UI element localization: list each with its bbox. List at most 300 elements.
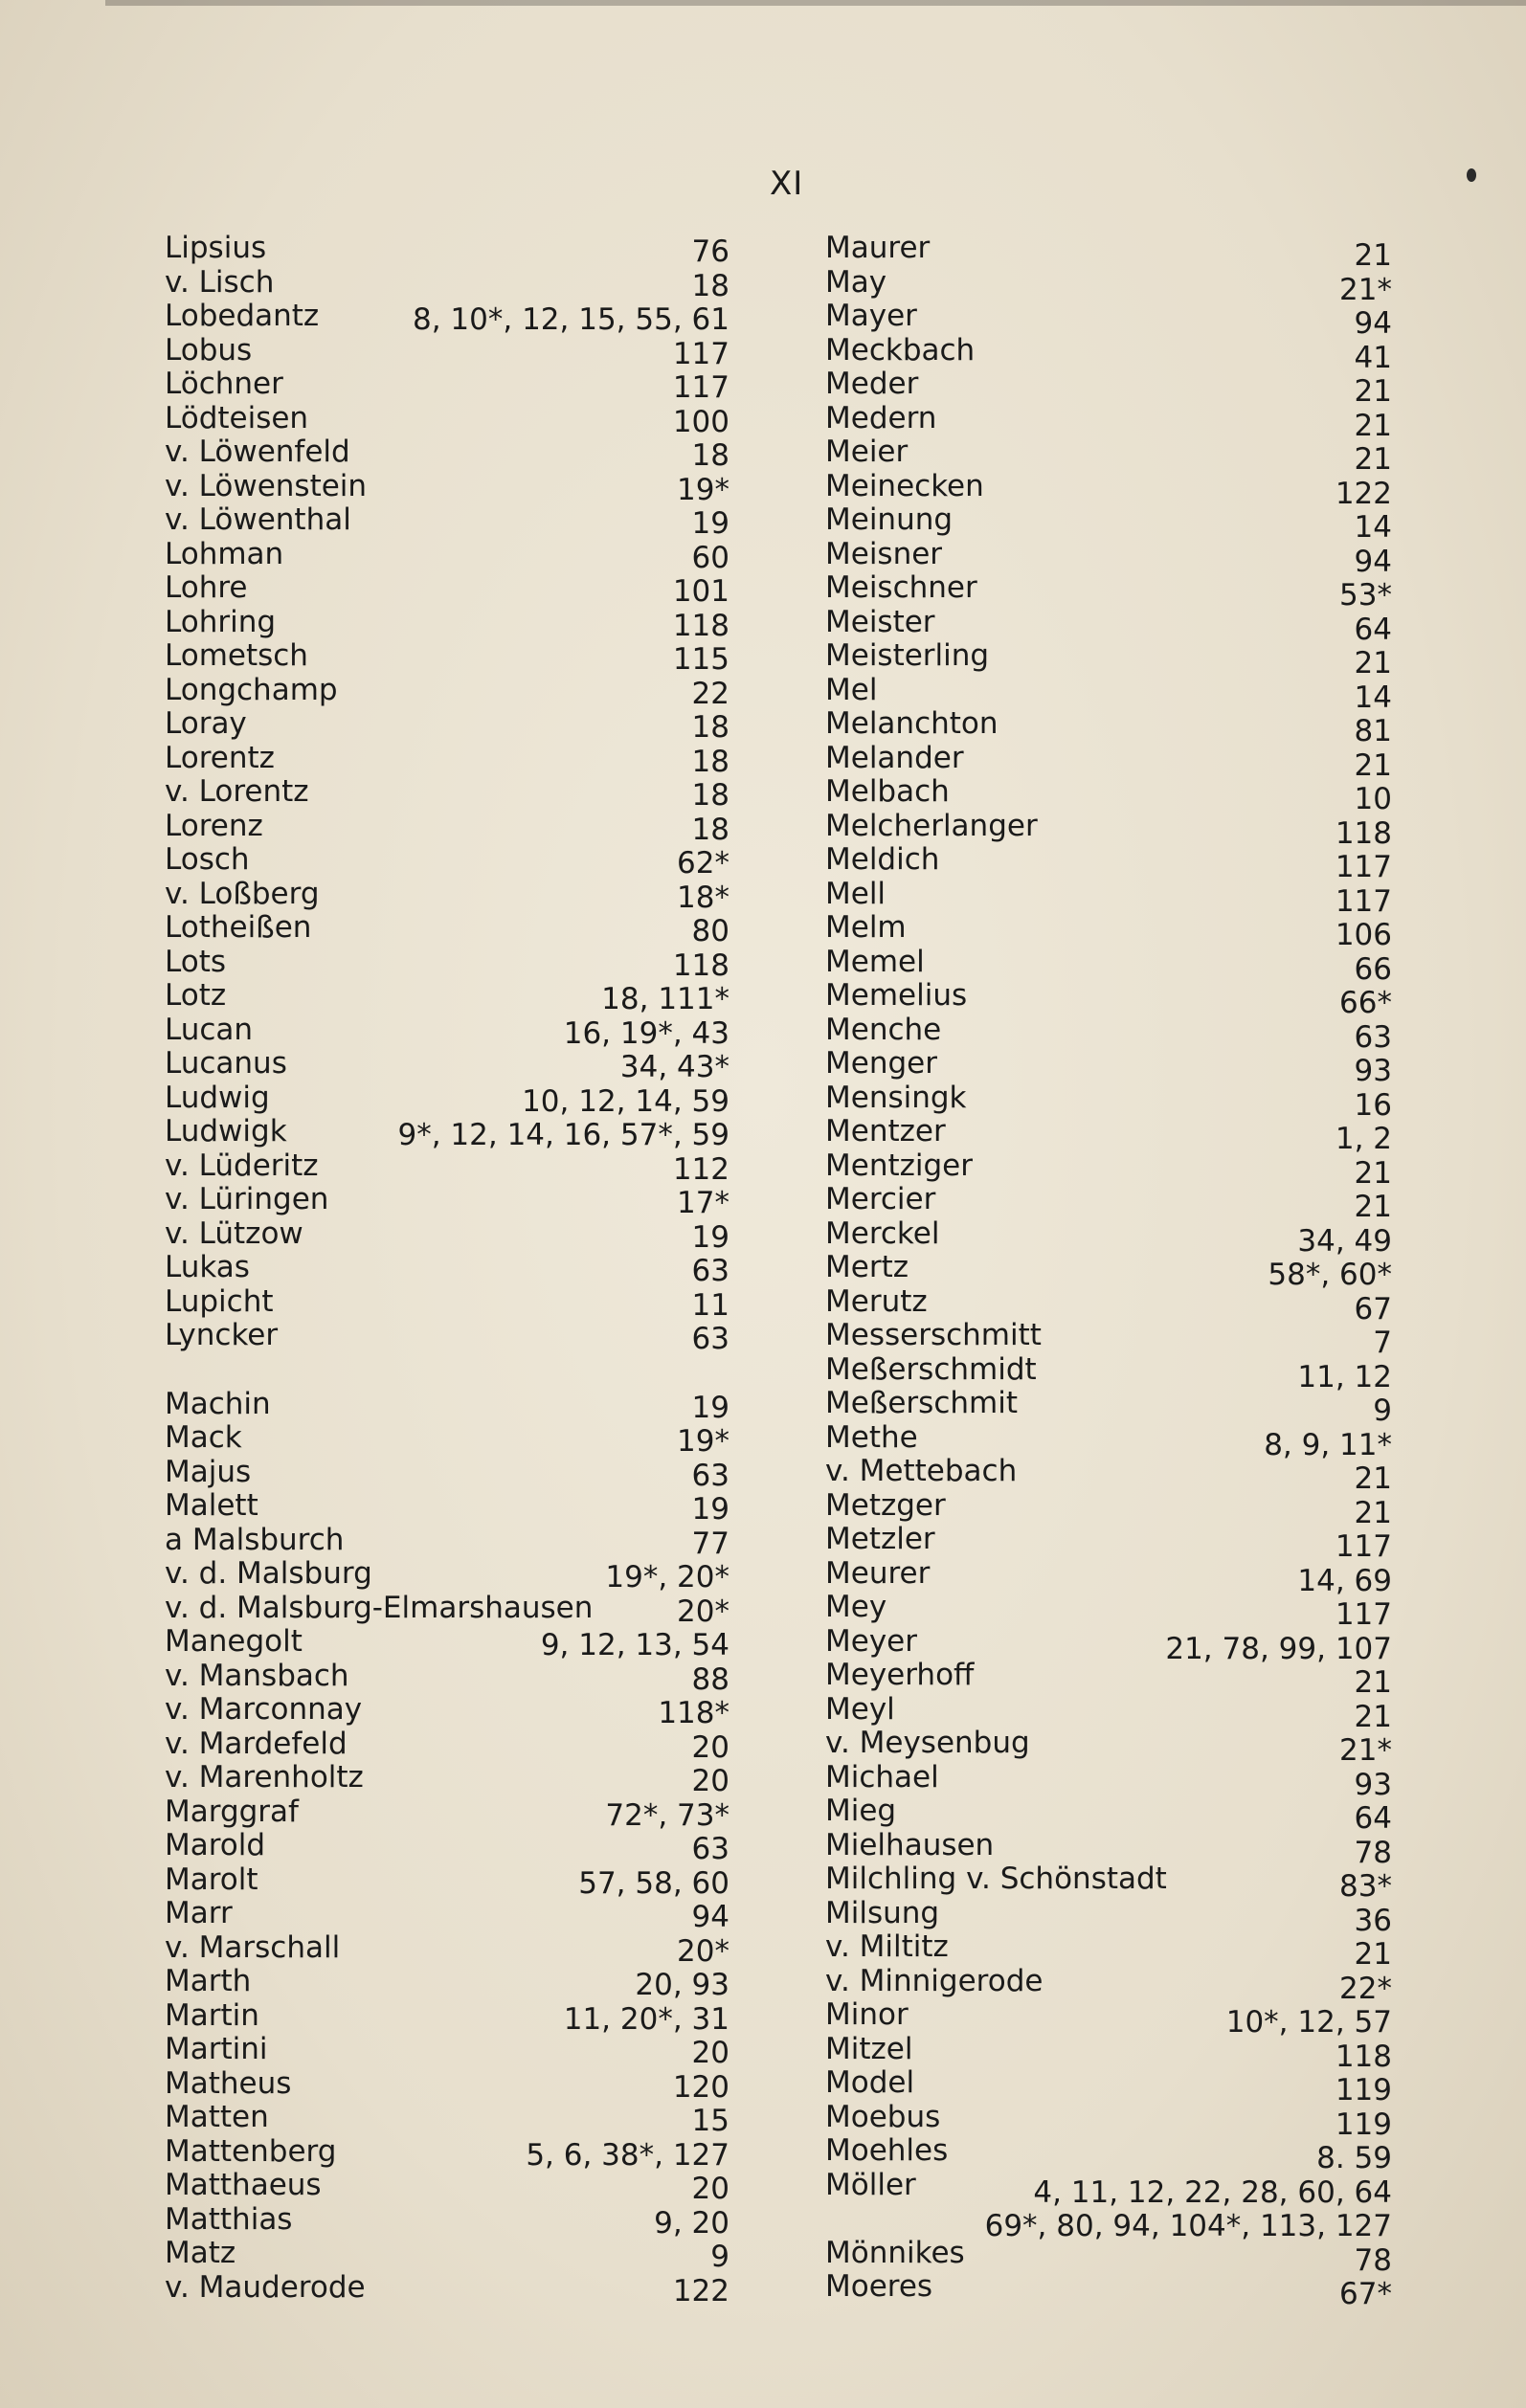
entry-pages: 21, 78, 99, 107: [1165, 1631, 1392, 1666]
index-entry: [165, 706, 729, 745]
entry-name: Lohman: [165, 536, 284, 571]
ink-speck: [1467, 168, 1476, 182]
index-entry: [825, 1487, 1392, 1530]
index-entry: [165, 1828, 729, 1866]
index-entry: [825, 536, 1392, 579]
entry-name: Lorentz: [165, 740, 275, 775]
entry-name: Lotheißen: [165, 910, 312, 945]
index-entry: [165, 1182, 729, 1220]
entry-pages: 9: [710, 2240, 729, 2274]
entry-pages: 18: [691, 268, 729, 303]
index-entry: [825, 2099, 1392, 2142]
index-entry: [825, 978, 1392, 1020]
entry-name: Losch: [165, 842, 250, 877]
entry-name: Majus: [165, 1454, 252, 1489]
entry-name: Moehles: [825, 2133, 949, 2168]
entry-pages: 21: [1354, 408, 1392, 443]
entry-name: Matthaeus: [165, 2168, 322, 2202]
entry-name: Lucan: [165, 1012, 254, 1047]
entry-pages: 19: [691, 1492, 729, 1527]
index-entry: [825, 367, 1392, 409]
entry-name: Model: [825, 2065, 915, 2100]
entry-name: Matz: [165, 2236, 236, 2270]
entry-name: Meister: [825, 604, 935, 639]
index-entry: [825, 1522, 1392, 1564]
index-entry: [165, 604, 729, 643]
entry-name: Marold: [165, 1828, 266, 1862]
entry-name: Lohring: [165, 604, 277, 639]
entry-name: Mey: [825, 1590, 887, 1624]
entry-name: v. Löwenfeld: [165, 435, 350, 469]
entry-pages: 94: [1354, 306, 1392, 341]
entry-pages: 21: [1354, 1155, 1392, 1191]
index-entry: [825, 2167, 1392, 2210]
index-entry: [825, 1929, 1392, 1972]
index-entry: [165, 2100, 729, 2138]
index-entry: [165, 435, 729, 473]
entry-name: Lobedantz: [165, 299, 320, 333]
entry-pages: 119: [1335, 2073, 1392, 2107]
entry-pages: 21: [1354, 1937, 1392, 1972]
index-entry: [165, 1862, 729, 1901]
entry-pages: 22: [691, 676, 729, 711]
entry-pages: 117: [1335, 850, 1392, 884]
entry-pages: 117: [672, 370, 729, 405]
index-entry: [165, 1726, 729, 1765]
index-entry: [825, 1691, 1392, 1734]
entry-name: Malett: [165, 1488, 258, 1523]
entry-pages: 64: [1354, 1801, 1392, 1836]
entry-pages: 120: [672, 2069, 729, 2105]
entry-pages: 93: [1354, 1767, 1392, 1802]
index-entry: [165, 1896, 729, 1934]
entry-name: May: [825, 264, 887, 300]
index-entry: [165, 332, 729, 371]
entry-pages: 10: [1354, 782, 1392, 816]
index-entry: [825, 808, 1392, 851]
index-entry: [165, 1964, 729, 2002]
index-entry: [825, 2031, 1392, 2074]
entry-pages: 21: [1354, 1699, 1392, 1734]
entry-pages: 93: [1354, 1054, 1392, 1088]
index-entry: [165, 2201, 729, 2241]
entry-pages: 20: [691, 2172, 729, 2206]
entry-name: Meinecken: [825, 468, 984, 503]
entry-name: Mitzel: [825, 2031, 913, 2066]
index-entry: [165, 672, 729, 711]
index-entry: [165, 570, 729, 609]
index-entry: [165, 1283, 729, 1323]
index-entry: [825, 1318, 1392, 1360]
entry-pages: 21*: [1339, 272, 1392, 307]
page-number: XI: [770, 165, 804, 203]
entry-name: v. d. Malsburg-Elmarshausen: [165, 1590, 594, 1625]
entry-name: Lyncker: [165, 1318, 279, 1352]
entry-name: Meier: [825, 435, 909, 469]
entry-name: Lucanus: [165, 1046, 287, 1081]
index-entry: [165, 638, 729, 677]
index-entry: [825, 1283, 1392, 1327]
entry-pages: 14: [1354, 680, 1392, 715]
entry-name: v. Mettebach: [825, 1454, 1018, 1488]
entry-name: Machin: [165, 1386, 271, 1421]
index-entry: [825, 1658, 1392, 1700]
entry-pages: 7: [1373, 1326, 1392, 1360]
index-entry: [165, 468, 729, 507]
entry-pages: 58*, 60*: [1268, 1258, 1392, 1292]
entry-pages: 17*: [677, 1186, 729, 1220]
index-entry: [825, 1862, 1392, 1904]
entry-pages: 8. 59: [1316, 2141, 1392, 2175]
index-entry: [165, 1794, 729, 1833]
entry-name: v. Löwenthal: [165, 502, 351, 537]
entry-pages: 62*: [677, 846, 729, 881]
entry-name: Matheus: [165, 2065, 292, 2101]
entry-pages: 21: [1354, 374, 1392, 409]
entry-pages: 77: [691, 1526, 729, 1561]
index-entry: [165, 876, 729, 915]
entry-name: Matten: [165, 2100, 269, 2134]
entry-pages: 11: [691, 1287, 729, 1323]
entry-name: Moeres: [825, 2269, 933, 2304]
index-entry: [165, 231, 729, 269]
index-entry: [165, 1658, 729, 1697]
index-entry: [165, 740, 729, 779]
entry-name: Mayer: [825, 299, 917, 333]
entry-name: Loray: [165, 706, 247, 741]
entry-name: Meyerhoff: [825, 1658, 975, 1692]
entry-name: v. Lüringen: [165, 1182, 329, 1216]
index-entry: [165, 1454, 729, 1493]
entry-name: Meisterling: [825, 638, 990, 673]
entry-name: v. Lorentz: [165, 774, 309, 809]
section-gap: [165, 1353, 729, 1388]
entry-pages: 1, 2: [1335, 1122, 1392, 1156]
index-entry: [825, 1794, 1392, 1836]
entry-pages: 19: [691, 1219, 729, 1255]
index-entry: [165, 1522, 729, 1561]
index-entry: [165, 808, 729, 847]
entry-name: Matthias: [165, 2201, 293, 2237]
entry-name: Meinung: [825, 502, 954, 537]
entry-pages: 19: [691, 1390, 729, 1425]
entry-name: Lupicht: [165, 1283, 274, 1319]
entry-pages: 19: [691, 506, 729, 541]
entry-name: Merckel: [825, 1215, 940, 1251]
entry-name: v. Marenholtz: [165, 1760, 364, 1795]
entry-name: Mercier: [825, 1182, 936, 1216]
entry-pages: 21: [1354, 1495, 1392, 1530]
entry-pages: 21: [1354, 1665, 1392, 1700]
index-entry: [825, 1454, 1392, 1496]
index-entry: [825, 1726, 1392, 1768]
entry-pages: 69*, 80, 94, 104*, 113, 127: [984, 2209, 1392, 2243]
entry-name: Marolt: [165, 1862, 258, 1897]
index-entry: [825, 570, 1392, 613]
entry-name: v. Miltitz: [825, 1929, 949, 1964]
entry-pages: 20: [691, 1729, 729, 1765]
entry-pages: 11, 12: [1297, 1359, 1392, 1394]
index-entry: [825, 502, 1392, 545]
entry-name: Marr: [165, 1896, 233, 1930]
index-entry: [165, 367, 729, 405]
entry-name: Lukas: [165, 1250, 250, 1284]
index-entry: [825, 672, 1392, 715]
entry-name: Medern: [825, 400, 937, 435]
index-entry: [825, 400, 1392, 443]
index-entry: [165, 944, 729, 983]
entry-name: Ludwig: [165, 1080, 270, 1115]
entry-pages: 36: [1354, 1903, 1392, 1938]
index-entry: [825, 1590, 1392, 1632]
entry-pages: 8, 10*, 12, 15, 55, 61: [413, 302, 729, 337]
index-entry: [825, 435, 1392, 477]
index-entry: [165, 502, 729, 541]
entry-pages: 20*: [677, 1594, 729, 1629]
index-entry: [165, 2236, 729, 2274]
entry-name: Martin: [165, 1997, 259, 2033]
entry-pages: 18: [691, 438, 729, 473]
index-entry: [825, 876, 1392, 919]
entry-pages: 118*: [658, 1696, 729, 1730]
index-entry: [165, 1318, 729, 1356]
entry-name: Mattenberg: [165, 2133, 337, 2169]
entry-name: Melander: [825, 740, 964, 775]
index-entry: [165, 1148, 729, 1187]
entry-name: Mertz: [825, 1250, 909, 1284]
index-entry: [825, 1250, 1392, 1292]
index-entry: [825, 740, 1392, 783]
index-entry: [825, 1419, 1392, 1462]
entry-name: Ludwigk: [165, 1114, 287, 1148]
index-entry: [825, 1963, 1392, 2006]
index-entry: [825, 638, 1392, 680]
entry-name: Meyer: [825, 1623, 917, 1659]
entry-name: Moebus: [825, 2099, 941, 2134]
entry-name: Meder: [825, 367, 919, 401]
entry-name: Manegolt: [165, 1624, 303, 1659]
entry-name: v. Lüderitz: [165, 1148, 319, 1183]
entry-pages: 119: [1335, 2107, 1392, 2142]
index-entry: [165, 2271, 729, 2306]
index-entry: [165, 400, 729, 439]
entry-pages: 14: [1354, 510, 1392, 545]
entry-pages: 4, 11, 12, 22, 28, 60, 64: [1033, 2174, 1392, 2210]
entry-pages: 11, 20*, 31: [563, 2001, 729, 2037]
entry-pages: 78: [1354, 1835, 1392, 1870]
index-entry: [825, 774, 1392, 816]
entry-name: Mielhausen: [825, 1827, 995, 1862]
entry-name: Lödteisen: [165, 400, 309, 435]
entry-pages: 20: [691, 2036, 729, 2070]
entry-pages: 53*: [1339, 578, 1392, 613]
entry-pages: 21: [1354, 442, 1392, 477]
index-entry: [165, 1693, 729, 1728]
index-entry: [825, 1759, 1392, 1802]
index-entry: [165, 1760, 729, 1798]
entry-pages: 101: [672, 574, 729, 609]
entry-pages: 21: [1354, 1190, 1392, 1224]
index-entry: [825, 231, 1392, 273]
entry-name: v. Loßberg: [165, 876, 320, 911]
entry-pages: 64: [1354, 612, 1392, 647]
index-entry: [825, 332, 1392, 375]
entry-pages: 57, 58, 60: [578, 1865, 729, 1901]
entry-name: Melanchton: [825, 706, 999, 741]
entry-pages: 106: [1335, 918, 1392, 952]
index-entry: [165, 1114, 729, 1152]
index-entry: [825, 1555, 1392, 1598]
entry-pages: 9, 20: [654, 2205, 729, 2241]
entry-pages: 34, 43*: [619, 1050, 729, 1084]
entry-pages: 117: [1335, 1597, 1392, 1632]
entry-pages: 18: [691, 778, 729, 813]
entry-name: Mentzer: [825, 1114, 946, 1148]
entry-name: Memelius: [825, 978, 968, 1013]
entry-name: Mieg: [825, 1794, 897, 1828]
index-entry: [825, 2269, 1392, 2311]
entry-pages: 9*, 12, 14, 16, 57*, 59: [397, 1118, 729, 1152]
entry-name: Marth: [165, 1964, 252, 1998]
index-entry: [825, 910, 1392, 952]
index-entry: [165, 1080, 729, 1119]
entry-name: Metzler: [825, 1522, 935, 1556]
index-entry: [165, 1929, 729, 1969]
index-entry: [165, 536, 729, 575]
index-entry: [165, 1386, 729, 1425]
entry-name: Metzger: [825, 1487, 946, 1523]
entry-pages: 67*: [1339, 2277, 1392, 2311]
entry-pages: 63: [691, 1254, 729, 1288]
index-column-left: [165, 231, 729, 2308]
entry-name: Mensingk: [825, 1080, 967, 1115]
entry-pages: 8, 9, 11*: [1264, 1427, 1392, 1462]
index-entry: [825, 1114, 1392, 1156]
entry-pages: 22*: [1339, 1971, 1392, 2006]
entry-name: Longchamp: [165, 672, 338, 707]
entry-pages: 67: [1354, 1291, 1392, 1327]
index-entry: [825, 2133, 1392, 2175]
entry-name: Meckbach: [825, 332, 976, 368]
entry-pages: 72*, 73*: [605, 1797, 729, 1833]
index-column-right: [825, 231, 1392, 2311]
entry-pages: 34, 49: [1297, 1223, 1392, 1259]
index-entry: [165, 266, 729, 301]
index-entry: [165, 1250, 729, 1288]
index-entry: [165, 1420, 729, 1459]
entry-name: Minor: [825, 1997, 909, 2032]
index-entry: [165, 1012, 729, 1051]
entry-pages: 21: [1354, 238, 1392, 273]
entry-pages: 9, 12, 13, 54: [540, 1628, 729, 1662]
index-entry: [165, 842, 729, 881]
entry-name: Menche: [825, 1012, 942, 1047]
entry-name: Mentziger: [825, 1148, 974, 1183]
index-entry: [825, 1215, 1392, 1259]
index-entry: [825, 2202, 1392, 2243]
entry-pages: 118: [1335, 2039, 1392, 2074]
entry-name: Meischner: [825, 570, 977, 605]
entry-pages: 117: [672, 336, 729, 371]
entry-pages: 83*: [1339, 1869, 1392, 1904]
entry-pages: 88: [691, 1661, 729, 1697]
entry-name: Möller: [825, 2167, 916, 2202]
entry-name: Merutz: [825, 1283, 928, 1319]
index-entry: [825, 2065, 1392, 2107]
entry-name: Meßerschmit: [825, 1386, 1018, 1420]
entry-pages: 63: [691, 1458, 729, 1493]
entry-pages: 18*: [677, 880, 729, 915]
entry-pages: 94: [1354, 544, 1392, 579]
entry-name: v. Marschall: [165, 1929, 341, 1965]
entry-name: Melbach: [825, 774, 950, 809]
entry-name: Marggraf: [165, 1794, 299, 1829]
index-entry: [165, 1557, 729, 1592]
index-entry: [165, 1590, 729, 1629]
entry-name: Memel: [825, 944, 925, 979]
index-entry: [825, 944, 1392, 987]
entry-name: Martini: [165, 2032, 268, 2066]
index-entry: [825, 264, 1392, 307]
index-entry: [165, 2168, 729, 2206]
index-entry: [825, 1386, 1392, 1428]
index-entry: [825, 604, 1392, 647]
entry-pages: 66: [1354, 951, 1392, 987]
index-entry: [165, 2065, 729, 2105]
entry-name: Lorenz: [165, 808, 263, 843]
index-entry: [825, 468, 1392, 511]
index-entry: [825, 706, 1392, 748]
entry-pages: 118: [1335, 815, 1392, 851]
entry-pages: 16: [1354, 1087, 1392, 1123]
entry-pages: 63: [1354, 1019, 1392, 1055]
entry-pages: 9: [1373, 1394, 1392, 1428]
entry-name: Lots: [165, 944, 226, 979]
index-entry: [825, 1080, 1392, 1123]
entry-name: Lobus: [165, 332, 253, 368]
entry-name: Löchner: [165, 367, 283, 401]
index-entry: [825, 1895, 1392, 1938]
entry-pages: 80: [691, 914, 729, 948]
entry-pages: 18, 111*: [601, 982, 729, 1016]
entry-pages: 19*: [677, 472, 729, 507]
entry-name: Michael: [825, 1759, 939, 1795]
index-entry: [165, 774, 729, 813]
entry-pages: 21*: [1339, 1733, 1392, 1768]
entry-name: Mack: [165, 1420, 242, 1455]
index-entry: [165, 1215, 729, 1255]
entry-name: Mell: [825, 876, 886, 911]
entry-pages: 63: [691, 1832, 729, 1866]
entry-pages: 117: [1335, 1529, 1392, 1564]
entry-pages: 14, 69: [1297, 1563, 1392, 1598]
entry-pages: 21: [1354, 747, 1392, 783]
entry-pages: 60: [691, 540, 729, 575]
entry-name: Milsung: [825, 1895, 940, 1930]
entry-pages: 18: [691, 812, 729, 847]
entry-pages: 10, 12, 14, 59: [522, 1083, 729, 1119]
entry-pages: 115: [672, 642, 729, 677]
index-entry: [825, 842, 1392, 884]
index-entry: [825, 299, 1392, 341]
entry-name: v. d. Malsburg: [165, 1556, 372, 1591]
entry-name: Lipsius: [165, 231, 267, 265]
entry-name: Meisner: [825, 536, 943, 571]
entry-name: Lohre: [165, 570, 248, 605]
entry-name: Messerschmitt: [825, 1318, 1042, 1352]
entry-name: v. Lützow: [165, 1215, 303, 1251]
entry-pages: 81: [1354, 714, 1392, 748]
